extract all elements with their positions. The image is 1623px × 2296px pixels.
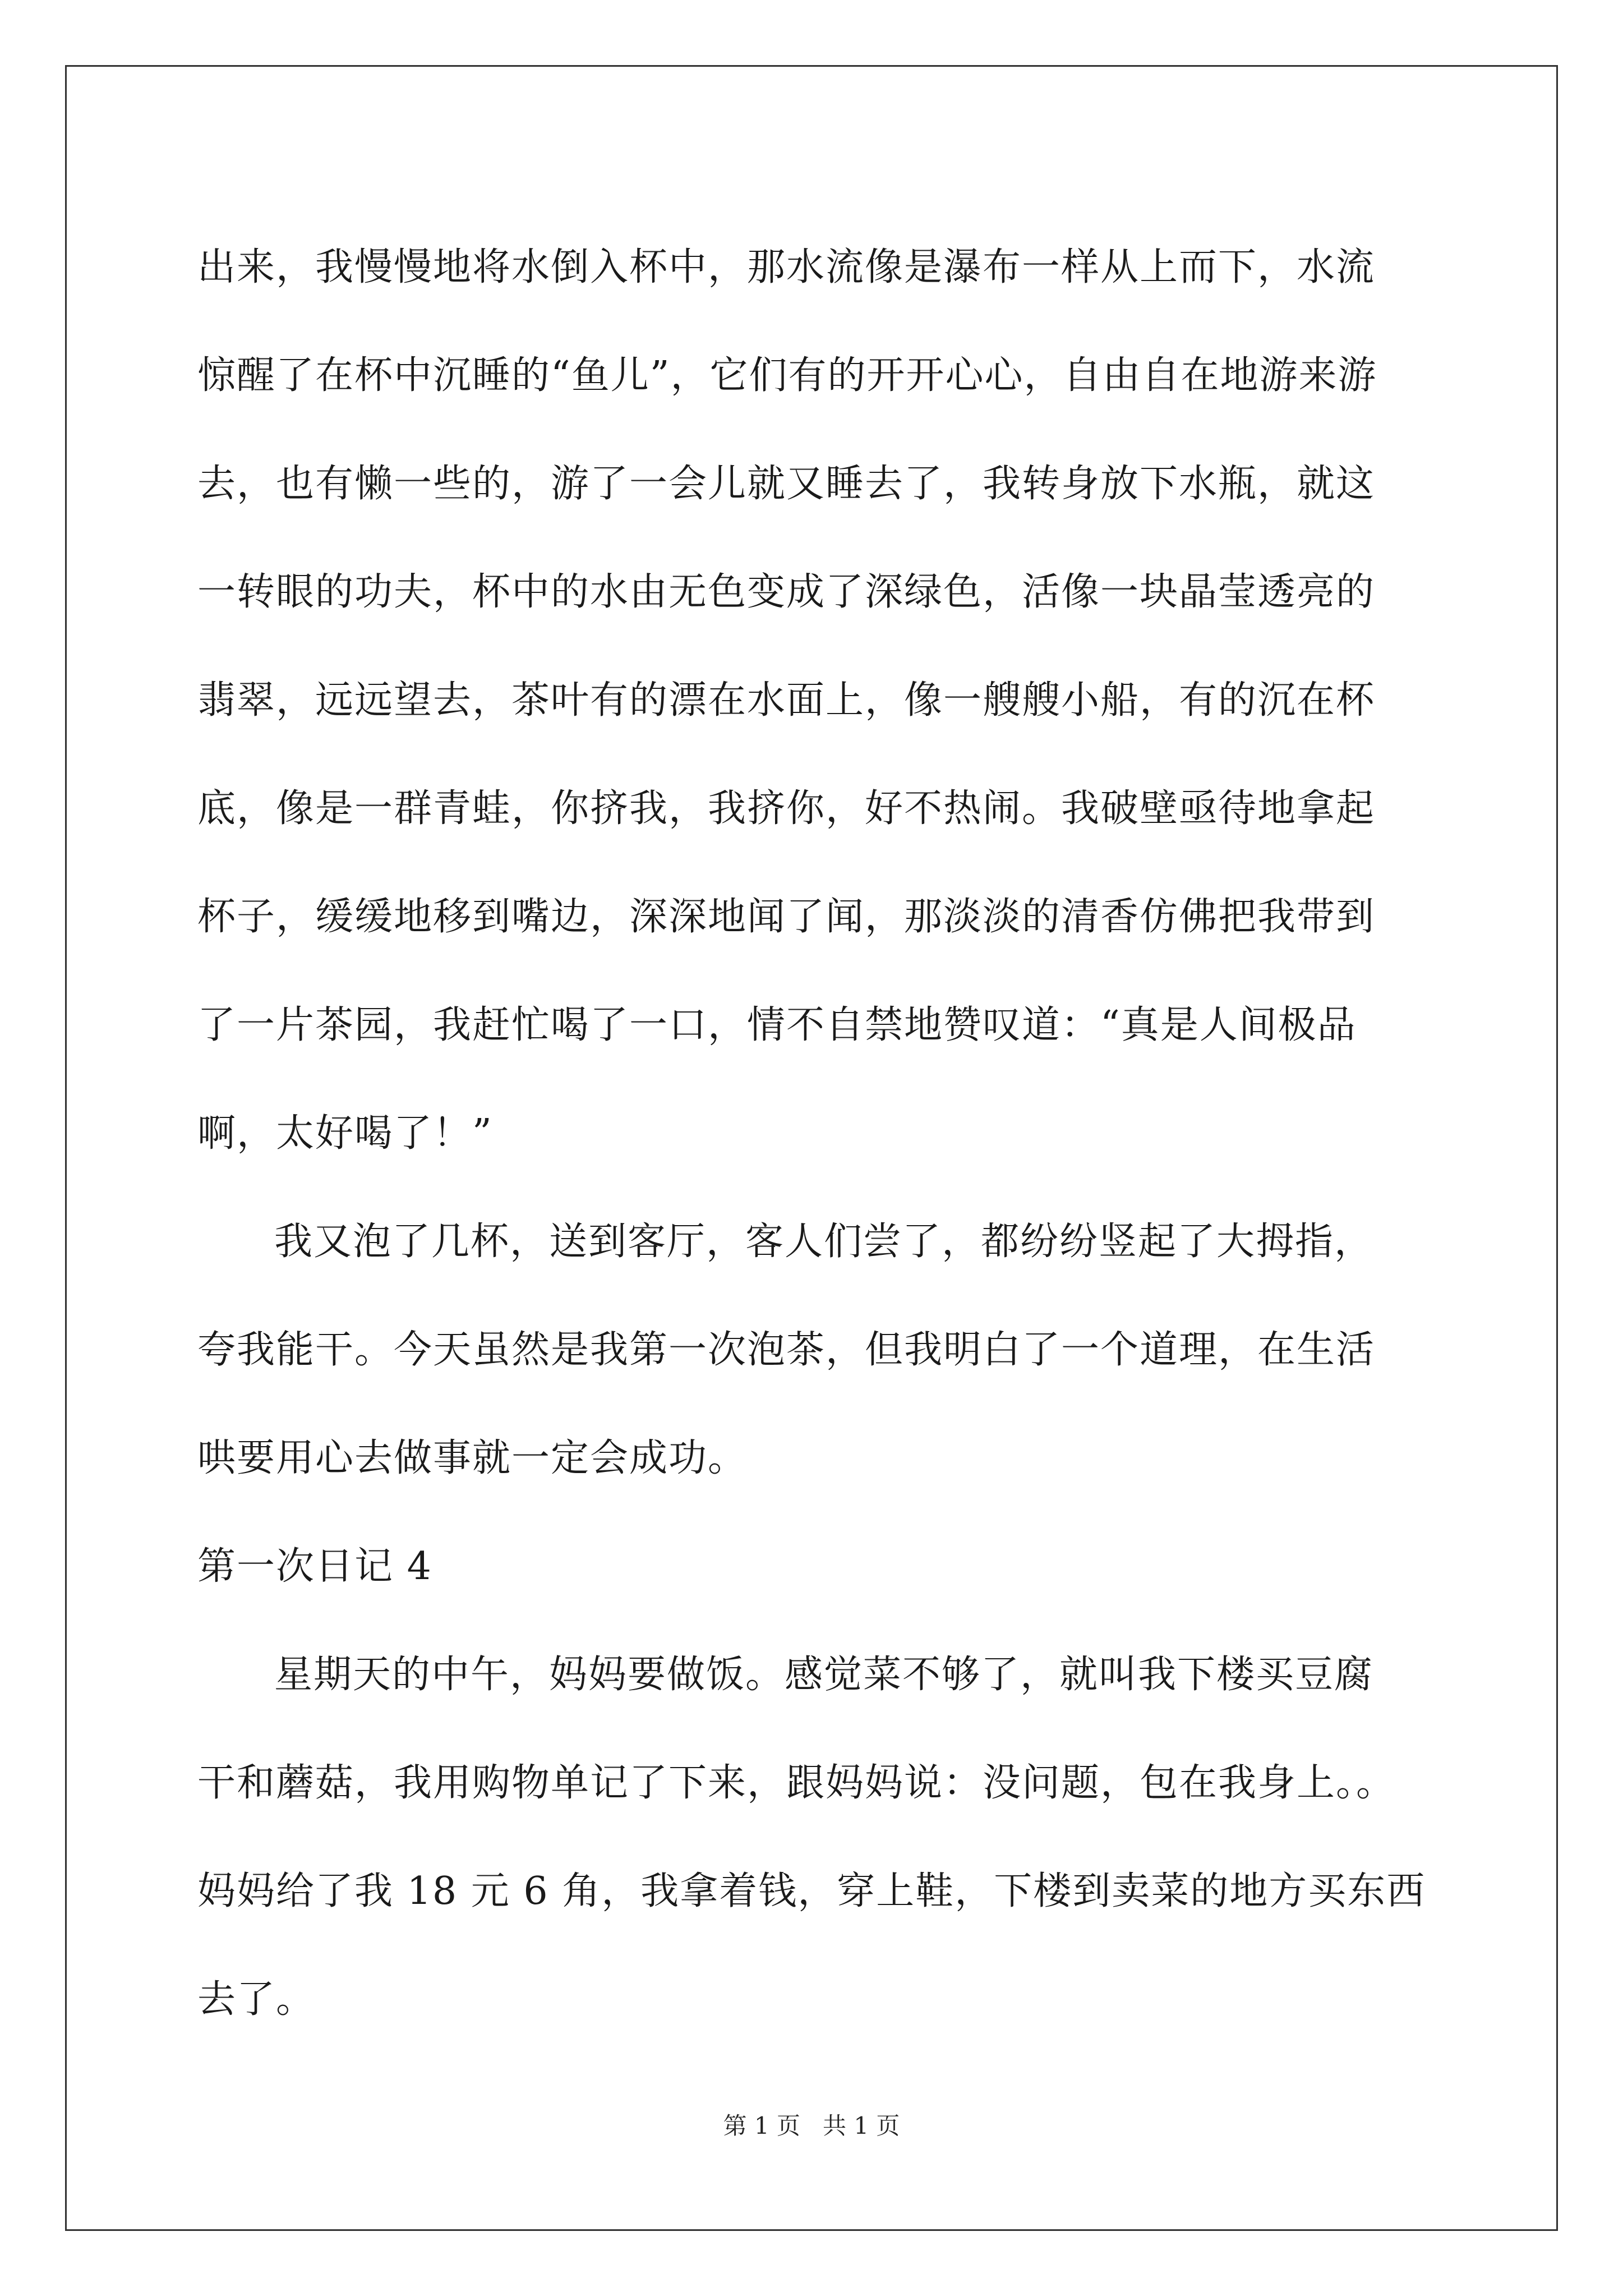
text-line: 出来，我慢慢地将水倒入杯中，那水流像是瀑布一样从上而下，水流: [197, 245, 1376, 289]
text-line: 一转眼的功夫，杯中的水由无色变成了深绿色，活像一块晶莹透亮的: [197, 570, 1376, 614]
text-line: 啊，太好喝了！”: [197, 1111, 493, 1156]
page-total: 共 1 页: [823, 2112, 900, 2139]
document-body: [197, 213, 1431, 2054]
paragraph-first-line: 我又泡了几杯，送到客厅，客人们尝了，都纷纷竖起了大拇指，: [274, 1220, 1374, 1264]
text-line: 干和蘑菇，我用购物单记了下来，跟妈妈说：没问题，包在我身上。。: [197, 1761, 1396, 1805]
page-number: 第 1 页: [723, 2112, 800, 2139]
page-footer: [0, 2109, 1623, 2143]
section-heading: 第一次日记 4: [197, 1544, 432, 1589]
text-line: 去，也有懒一些的，游了一会儿就又睡去了，我转身放下水瓶，就这: [197, 462, 1376, 506]
text-line: 底，像是一群青蛙，你挤我，我挤你，好不热闹。我破壁亟待地拿起: [197, 786, 1376, 831]
text-line: 去了。: [197, 1977, 316, 2022]
text-line: 了一片茶园，我赶忙喝了一口，情不自禁地赞叹道：“真是人间极品: [197, 1003, 1357, 1047]
paragraph-first-line: 星期天的中午，妈妈要做饭。感觉菜不够了，就叫我下楼买豆腐: [274, 1653, 1374, 1697]
text-line: 妈妈给了我 18 元 6 角，我拿着钱，穿上鞋，下楼到卖菜的地方买东西: [197, 1869, 1426, 1913]
text-line: 翡翠，远远望去，茶叶有的漂在水面上，像一艘艘小船，有的沉在杯: [197, 678, 1376, 723]
text-line: 夸我能干。今天虽然是我第一次泡茶，但我明白了一个道理，在生活: [197, 1328, 1376, 1372]
text-line: 杯子，缓缓地移到嘴边，深深地闻了闻，那淡淡的清香仿佛把我带到: [197, 895, 1376, 939]
text-line: 惊醒了在杯中沉睡的“鱼儿”，它们有的开开心心，自由自在地游来游: [197, 353, 1377, 398]
text-line: 哄要用心去做事就一定会成功。: [197, 1436, 748, 1480]
